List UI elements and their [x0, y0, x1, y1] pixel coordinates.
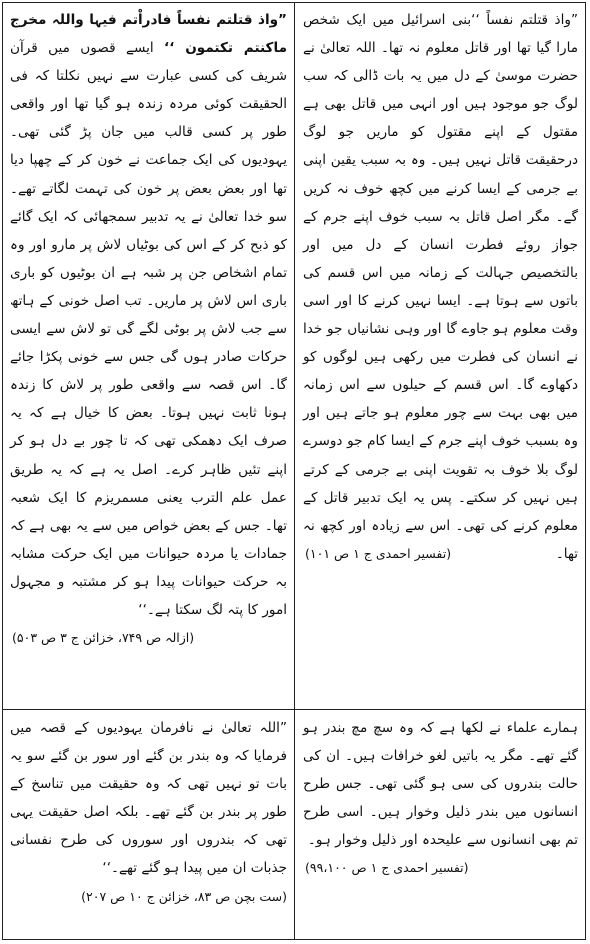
- reference-citation: (ازالہ ص ۷۴۹، خزائن ج ۳ ص ۵۰۳): [12, 630, 195, 646]
- column-divider: [294, 3, 295, 939]
- passage-text: ہمارے علماء نے لکھا ہے کہ وہ سچ مچ بندر ہو گئے تھے۔ مگر یہ باتیں لغو خرافات ہیں۔ ان کی حالت بندروں کی سی ہو گئی تھی۔ جس طرح انسانوں میں بندر ذلیل وخوار ہیں۔ اسی طرح تم بھی انسانوں سے علیحدہ اور ذلیل وخوار ہو۔: [303, 720, 578, 849]
- passage-text: ”واذ قتلتم نفساً ‘‘بنی اسرائیل میں ایک شخص مارا گیا تھا اور قاتل معلوم نہ تھا۔ اللہ تعالیٰ نے حضرت موسیٰ کے دل میں یہ بات ڈالی کہ سب لوگ جو موجود ہیں اور انہی میں قاتل بھی ہے مقتول کے اپنے مقتول کو ماریں جو لوگ درحقیقت قاتل نہیں ہیں۔ وہ بہ سبب یقین اپنی بے جرمی کے ایسا کرنے میں کچھ خوف نہ کریں گے۔ مگر اصل قاتل بہ سبب خوف اپنے جرم کے جواز روئے فطرت انسان کے دل میں اور بالتخصیص جہالت کے زمانہ میں اس قسم کی باتوں سے ہوتا ہے۔ ایسا نہیں کرنے کا اور اسی وقت معلوم ہو جاوے گا اور وہی نشانیاں جو خدا نے انسان کی فطرت میں رکھی ہیں لوگوں کو دکھاوے گا۔ اس قسم کے حیلوں سے اس زمانہ میں بھی بہت سے چور معلوم ہو جاتے ہیں اور وہ بسبب خوف اپنے جرم کے ایسا کام جو دوسرے لوگ بلا خوف بہ تقویت اپنی بے جرمی کے کرتے ہیں نہیں کر سکتے۔ پس یہ ایک تدبیر قاتل کے معلوم کرنے کی تھی۔ اس سے زیادہ اور کچھ نہ تھا۔: [303, 12, 578, 562]
- reference-citation: (تفسیر احمدی ج ۱ ص ۹۹،۱۰۰): [305, 860, 469, 876]
- comparison-table: [2, 2, 586, 940]
- cell-top-left: [3, 3, 294, 708]
- passage-text: ایسے قصوں میں قرآن شریف کی کسی عبارت سے نہیں نکلتا کہ فی الحقیقت کوئی مردہ زندہ ہو گیا تھا اور واقعی طور پر کسی قالب میں جان پڑ گئی تھی۔ یہودیوں کی ایک جماعت نے خون کر کے چھپا دیا تھا اور بعض بعض پر خون کی تہمت لگاتے تھے۔ سو خدا تعالیٰ نے یہ تدبیر سمجھائی کہ ایک گائے کو ذبح کر کے اس کی بوٹیاں لاش پر مارو اور وہ تمام اشخاص جن پر شبہ ہے ان بوٹیوں کو باری باری اس لاش پر ماریں۔ تب اصل خونی کے ہاتھ سے جب لاش پر بوٹی لگے گی تو لاش سے ایسی حرکات صادر ہوں گی جس سے خونی پکڑا جائے گا۔ اس قصہ سے واقعی طور پر لاش کا زندہ ہونا ثابت نہیں ہوتا۔ بعض کا خیال ہے کہ یہ صرف ایک دھمکی تھی کہ تا چور بے دل ہو کر اپنے تئیں ظاہر کرے۔ اصل یہ ہے کہ یہ طریق عمل علم الترب یعنی مسمریزم کا ایک شعبہ تھا۔ جس کے بعض خواص میں سے یہ بھی ہے کہ جمادات یا مردہ حیوانات میں ایک حرکت مشابہ بہ حرکت حیوانات پیدا ہو کر مشتبہ و مجہول امور کا پتہ لگ سکتا ہے۔‘‘: [10, 40, 287, 618]
- passage-text: ”اللہ تعالیٰ نے نافرمان یہودیوں کے قصہ میں فرمایا کہ وہ بندر بن گئے اور سور بن گئے سو یہ بات تو نہیں تھی کہ وہ حقیقت میں تناسخ کے طور پر بندر بن گئے تھے۔ بلکہ اصل حقیقت یہی تھی کہ بندروں اور سوروں کی طرح نفسانی جذبات ان میں پیدا ہو گئے تھے۔‘‘: [10, 720, 287, 877]
- row-divider: [3, 709, 585, 710]
- reference-citation: (ست بچن ص ۸۳، خزائن ج ۱۰ ص ۲۰۷): [81, 888, 287, 904]
- cell-top-right: [296, 3, 585, 708]
- cell-bottom-left: [3, 711, 294, 937]
- reference-citation: (تفسیر احمدی ج ۱ ص ۱۰۱): [305, 545, 452, 561]
- cell-bottom-right: [296, 711, 585, 937]
- quran-quote: ”واذ قتلتم نفساً فادراْتم فیہا واللہ مخرج ماکنتم تکتمون ‘‘: [10, 12, 287, 57]
